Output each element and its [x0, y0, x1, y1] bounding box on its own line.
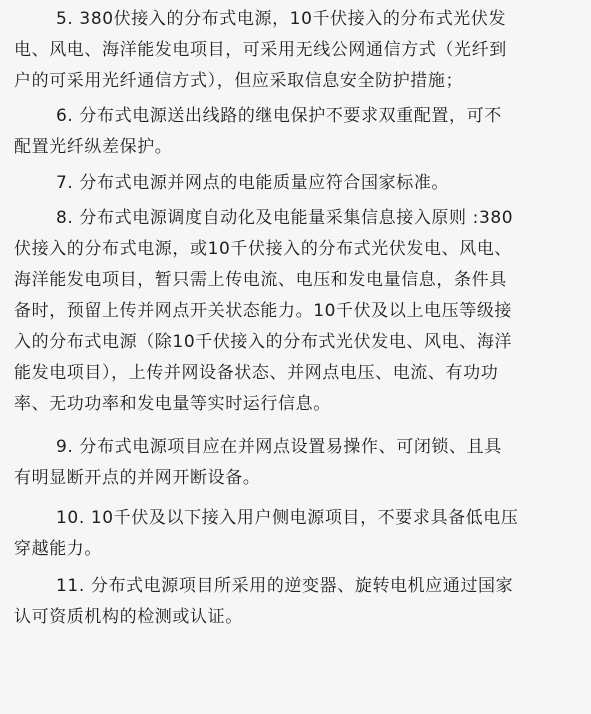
- clause-7-line-1: 7. 分布式电源并网点的电能质量应符合国家标准。: [56, 173, 450, 193]
- clause-10-line-1: 10. 10千伏及以下接入用户侧电源项目，不要求具备低电压: [56, 508, 519, 528]
- clause-6-line-1: 6. 分布式电源送出线路的继电保护不要求双重配置，可不: [56, 106, 502, 126]
- clause-5-line-3: 户的可采用光纤通信方式），但应采取信息安全防护措施；: [14, 71, 464, 91]
- clause-8-line-6: 能发电项目），上传并网设备状态、并网点电压、电流、有功功: [14, 363, 499, 383]
- clause-9-line-1: 9. 分布式电源项目应在并网点设置易操作、可闭锁、且具: [56, 437, 502, 457]
- clause-8-line-3: 海洋能发电项目，暂只需上传电流、电压和发电量信息，条件具: [14, 270, 507, 290]
- clause-8: [0, 203, 583, 420]
- clause-8-line-1: 8. 分布式电源调度自动化及电能量采集信息接入原则 :380: [56, 208, 514, 228]
- clause-7: [0, 168, 583, 199]
- clause-5: [0, 4, 583, 97]
- clause-5-line-2: 电、风电、海洋能发电项目，可采用无线公网通信方式（光纤到: [14, 40, 507, 60]
- clause-9-line-2: 有明显断开点的并网开断设备。: [14, 468, 261, 488]
- clause-11: [0, 571, 583, 633]
- clause-11-line-1: 11. 分布式电源项目所采用的逆变器、旋转电机应通过国家: [56, 576, 514, 596]
- clause-8-line-4: 备时，预留上传并网点开关状态能力。10千伏及以上电压等级接: [14, 301, 513, 321]
- clause-8-line-5: 入的分布式电源（除10千伏接入的分布式光伏发电、风电、海洋: [14, 332, 513, 352]
- clause-6-line-2: 配置光纤纵差保护。: [14, 137, 173, 157]
- clause-8-line-2: 伏接入的分布式电源，或10千伏接入的分布式光伏发电、风电、: [14, 239, 513, 259]
- clause-5-line-1: 5. 380伏接入的分布式电源，10千伏接入的分布式光伏发: [56, 9, 507, 29]
- clause-10: [0, 503, 583, 565]
- clause-8-line-7: 率、无功功率和发电量等实时运行信息。: [14, 394, 331, 414]
- clause-6: [0, 101, 583, 163]
- clause-10-line-2: 穿越能力。: [14, 539, 102, 559]
- clause-11-line-2: 认可资质机构的检测或认证。: [14, 607, 243, 627]
- clause-9: [0, 432, 583, 494]
